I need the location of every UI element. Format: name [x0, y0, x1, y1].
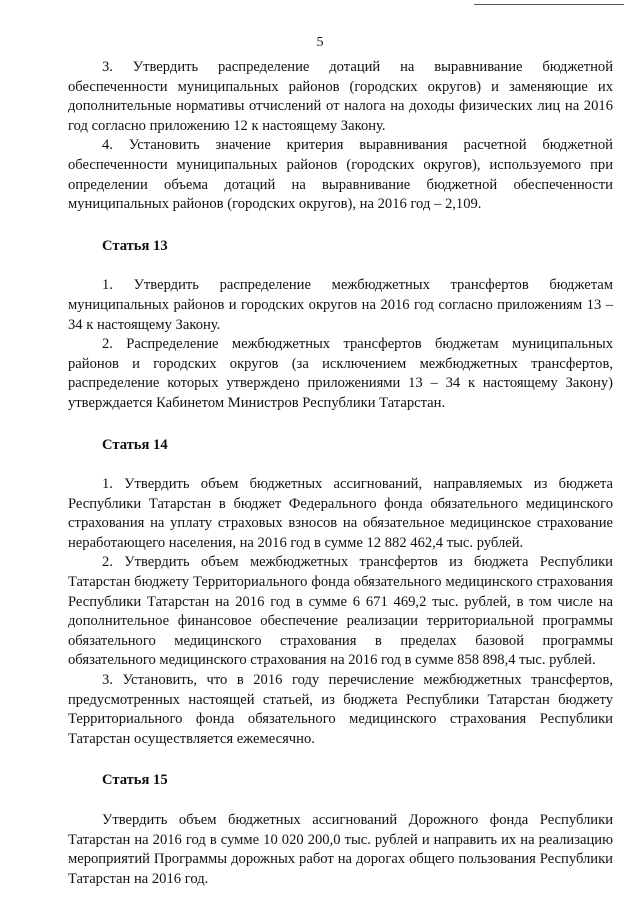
paragraph-art13-p2: 2. Распределение межбюджетных трансфертов бюджетам муниципальных районов и городских округов (за исключением межбюджетных трансфертов, распределение которых утверждено приложениями 13 – 34 к настоящему Закону) утверждается Кабинетом Министров Республики Татарстан. — [68, 336, 613, 411]
top-rule — [474, 4, 624, 5]
heading-article-15: Статья 15 — [102, 772, 168, 789]
paragraph-art14-p3: 3. Установить, что в 2016 году перечисление межбюджетных трансфертов, предусмотренных настоящей статьей, из бюджета Республики Татарстан бюджету Территориального фонда обязательного медицинского страхования Республики Татарстан осуществляется ежемесячно. — [68, 672, 613, 747]
paragraph-art14-p2: 2. Утвердить объем межбюджетных трансфертов из бюджета Республики Татарстан бюджету Территориального фонда обязательного медицинского страхования Республики Татарстан на 2016 год в сумме 6 671 469,2 тыс. рублей, в том числе на дополнительное финансовое обеспечение реализации территориальной программы обязательного медицинского страхования в пределах базовой программы обязательного медицинского страхования на 2016 год в сумме 858 898,4 тыс. рублей. — [68, 554, 613, 669]
paragraph-art14-p1: 1. Утвердить объем бюджетных ассигнований, направляемых из бюджета Республики Татарстан в бюджет Федерального фонда обязательного медицинского страхования на уплату страховых взносов на обязательное медицинское страхование неработающего населения, на 2016 год в сумме 12 882 462,4 тыс. рублей. — [68, 476, 613, 551]
heading-article-13: Статья 13 — [102, 237, 168, 254]
page-number: 5 — [316, 35, 324, 50]
paragraph-art12-p3: 3. Утвердить распределение дотаций на выравнивание бюджетной обеспеченности муниципальных районов (городских округов) и заменяющие их дополнительные нормативы отчислений от налога на доходы физических лиц на 2016 год согласно приложению 12 к настоящему Закону. — [68, 59, 613, 134]
document-body — [68, 58, 613, 889]
paragraph-art12-p4: 4. Установить значение критерия выравнивания расчетной бюджетной обеспеченности муниципальных районов (городских округов), используемого при определении объема дотаций на выравнивание бюджетной обеспеченности муниципальных районов (городских округов), на 2016 год – 2,109. — [68, 137, 613, 213]
paragraph-art15: Утвердить объем бюджетных ассигнований Дорожного фонда Республики Татарстан на 2016 год в сумме 10 020 200,0 тыс. рублей и направить их на реализацию мероприятий Программы дорожных работ на дорогах общего пользования Республики Татарстан на 2016 год. — [68, 812, 613, 887]
heading-article-14: Статья 14 — [102, 436, 168, 453]
paragraph-art13-p1: 1. Утвердить распределение межбюджетных трансфертов бюджетам муниципальных районов и городских округов на 2016 год согласно приложениям 13 – 34 к настоящему Закону. — [68, 277, 613, 333]
